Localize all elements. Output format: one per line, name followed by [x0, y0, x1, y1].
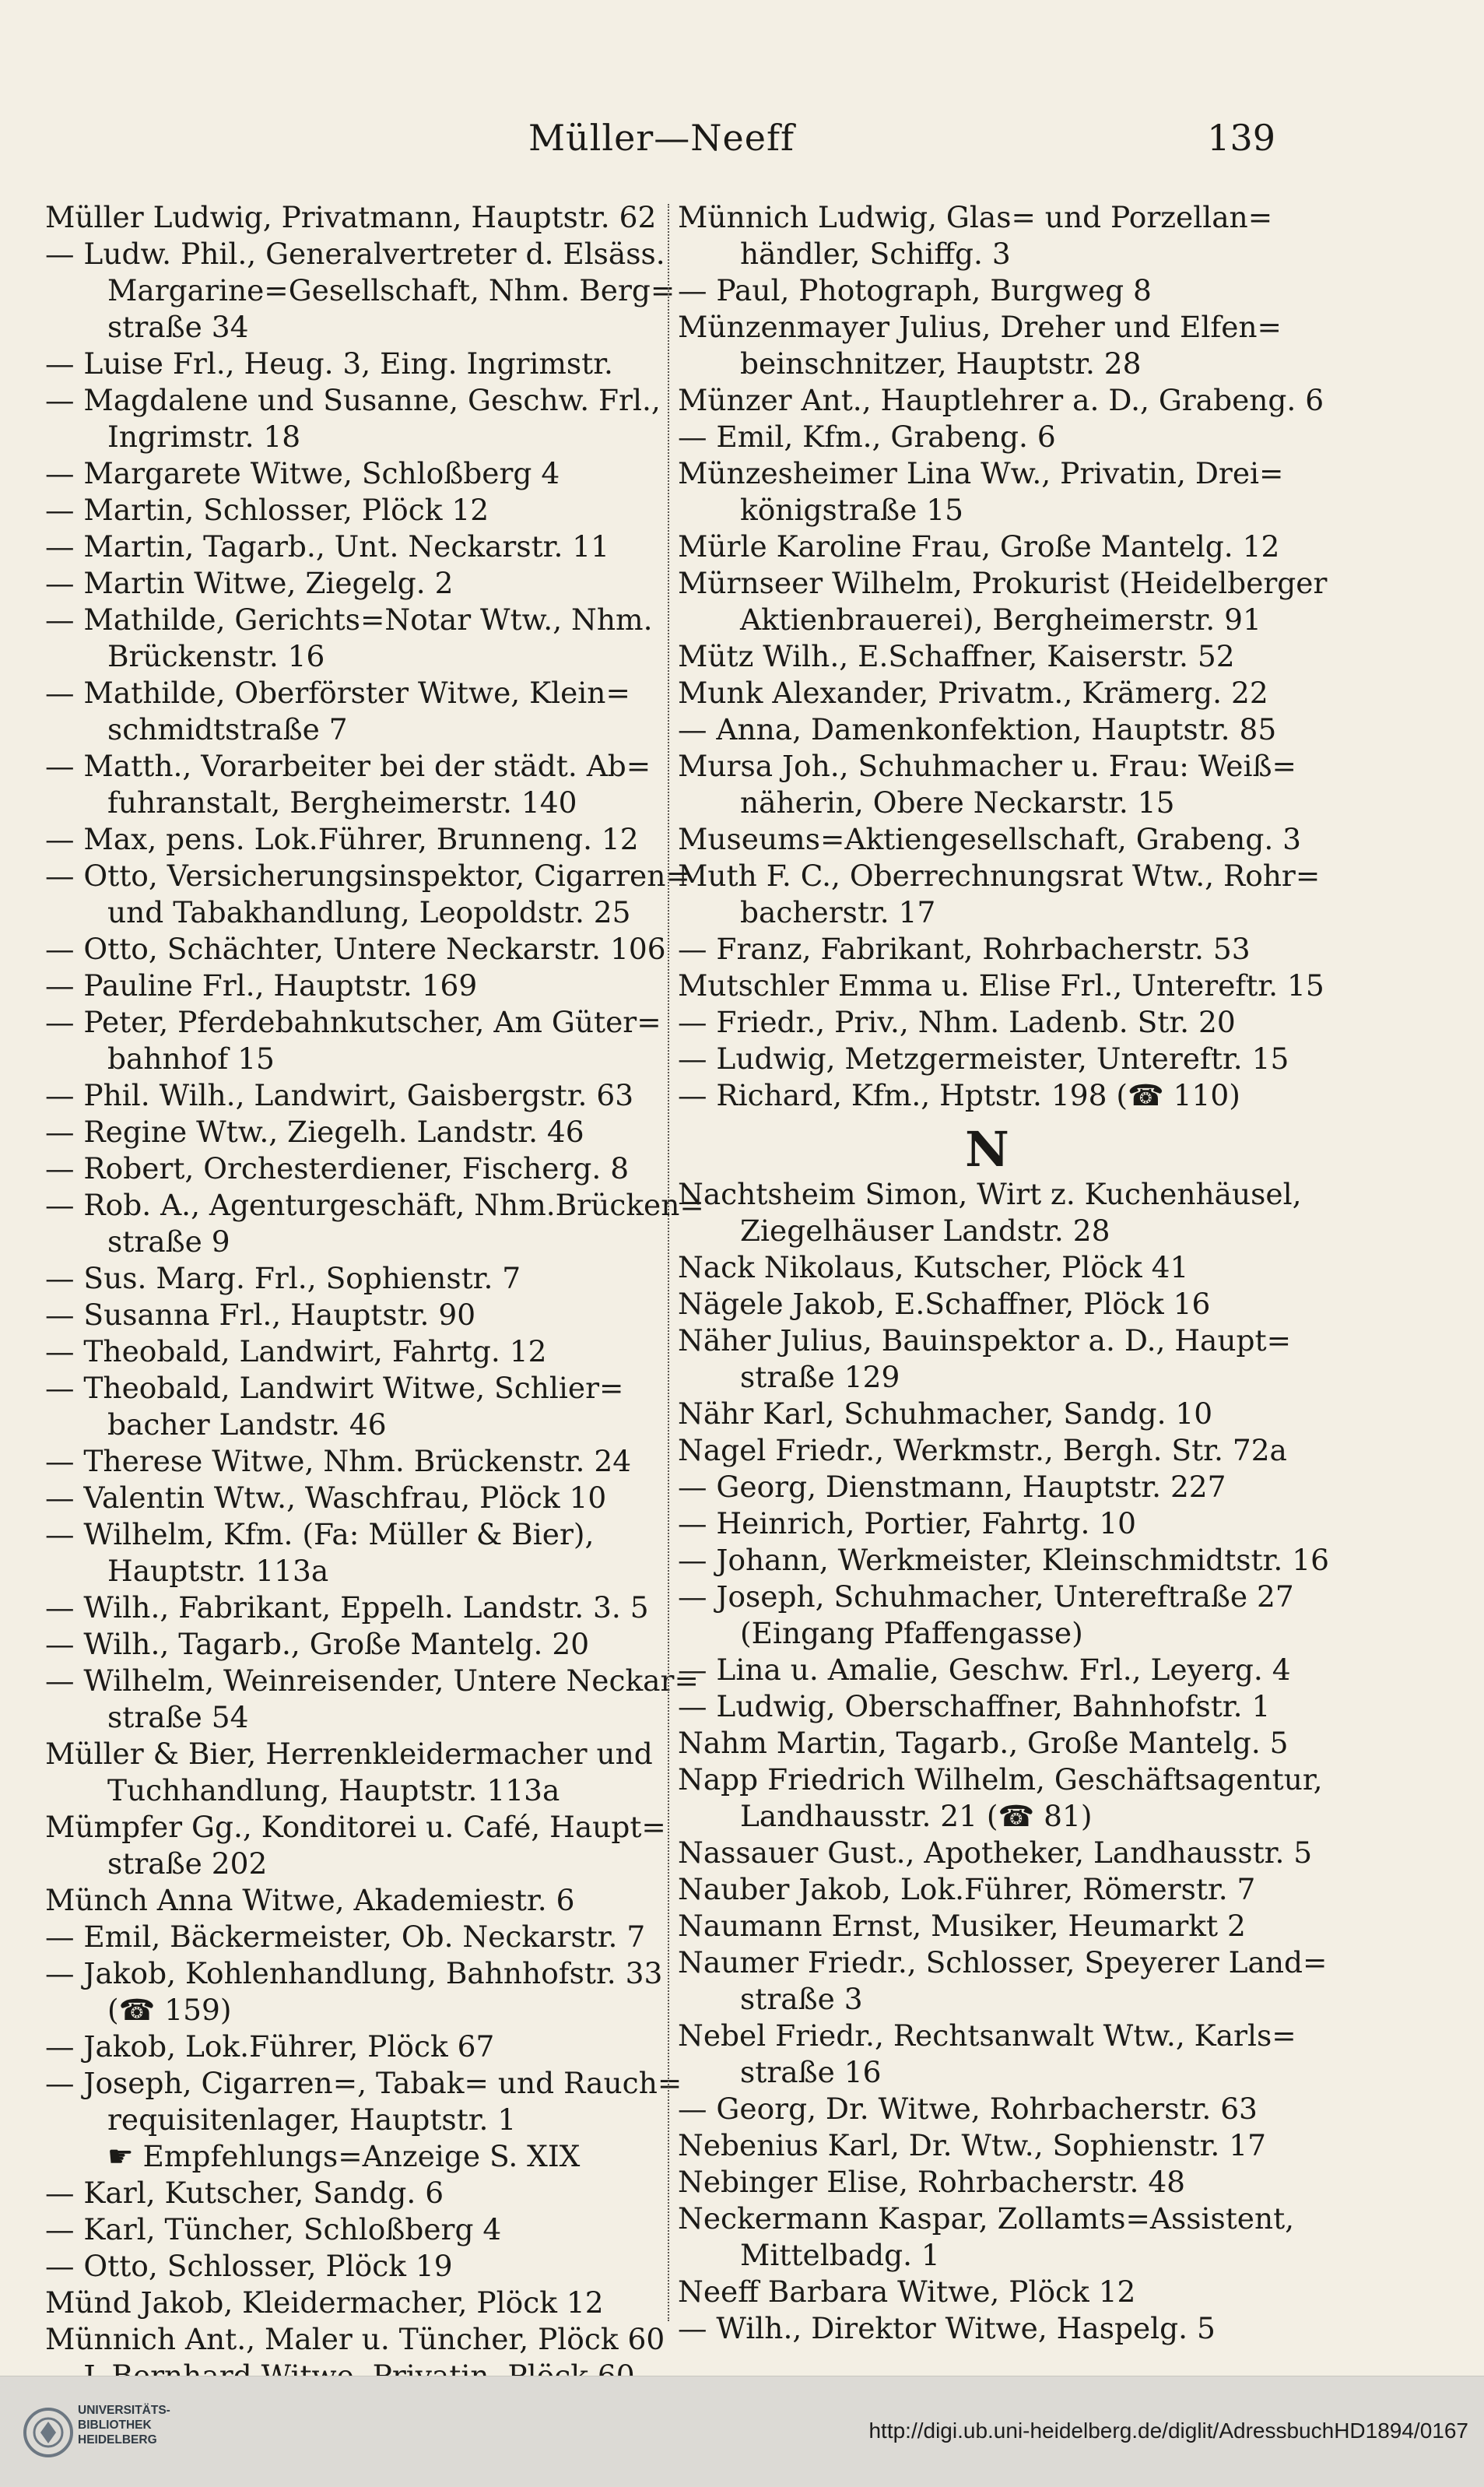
directory-entry-line: Margarine=Gesellschaft, Nhm. Berg= [107, 273, 675, 307]
directory-entry-line: — Max, pens. Lok.Führer, Brunneng. 12 [45, 822, 639, 856]
directory-entry-line: Nägele Jakob, E.Schaffner, Plöck 16 [678, 1287, 1211, 1321]
directory-entry-line: Napp Friedrich Wilhelm, Geschäftsagentur, [678, 1762, 1323, 1797]
directory-entry-line: — Martin, Tagarb., Unt. Neckarstr. 11 [45, 529, 610, 564]
logo-line: BIBLIOTHEK [78, 2419, 152, 2432]
directory-entry-line: Mursa Joh., Schuhmacher u. Frau: Weiß= [678, 749, 1296, 783]
directory-entry-line: Nassauer Gust., Apotheker, Landhausstr. 5 [678, 1835, 1313, 1870]
directory-entry-line: Ziegelhäuser Landstr. 28 [740, 1214, 1110, 1248]
directory-entry-line: — Mathilde, Gerichts=Notar Wtw., Nhm. [45, 602, 653, 637]
directory-entry-line: — Lina u. Amalie, Geschw. Frl., Leyerg. 4 [678, 1653, 1291, 1687]
directory-entry-line: bacherstr. 17 [740, 895, 936, 929]
directory-entry-line: — Martin Witwe, Ziegelg. 2 [45, 566, 454, 600]
directory-entry-line: straße 202 [107, 1846, 268, 1881]
directory-entry-line: Nebel Friedr., Rechtsanwalt Wtw., Karls= [678, 2018, 1296, 2053]
directory-entry-line: Ingrimstr. 18 [107, 420, 301, 454]
section-letter: N [965, 1121, 1009, 1178]
directory-entry-line: — Karl, Kutscher, Sandg. 6 [45, 2176, 444, 2210]
directory-entry-line: — Heinrich, Portier, Fahrtg. 10 [678, 1506, 1137, 1540]
logo-line: HEIDELBERG [78, 2433, 157, 2447]
directory-entry-line: — Wilhelm, Kfm. (Fa: Müller & Bier), [45, 1517, 595, 1551]
directory-entry-line: — Rob. A., Agenturgeschäft, Nhm.Brücken= [45, 1188, 704, 1222]
directory-entry-line: — Wilh., Fabrikant, Eppelh. Landstr. 3. 5 [45, 1590, 649, 1625]
directory-entry-line: — Wilhelm, Weinreisender, Untere Neckar= [45, 1663, 699, 1698]
directory-entry-line: — Joseph, Cigarren=, Tabak= und Rauch= [45, 2066, 682, 2100]
directory-entry-line: — Friedr., Priv., Nhm. Ladenb. Str. 20 [678, 1005, 1236, 1039]
directory-entry-line: — Wilh., Direktor Witwe, Haspelg. 5 [678, 2311, 1216, 2345]
directory-entry-line: händler, Schiffg. 3 [740, 237, 1011, 271]
directory-entry-line: — Robert, Orchesterdiener, Fischerg. 8 [45, 1151, 630, 1186]
directory-entry-line: Nebinger Elise, Rohrbacherstr. 48 [678, 2165, 1186, 2199]
directory-entry-line: — Mathilde, Oberförster Witwe, Klein= [45, 676, 630, 710]
directory-entry-line: Neeff Barbara Witwe, Plöck 12 [678, 2274, 1136, 2309]
directory-entry-line: requisitenlager, Hauptstr. 1 [107, 2102, 517, 2137]
directory-entry-line: — Martin, Schlosser, Plöck 12 [45, 493, 489, 527]
directory-entry-line: Munk Alexander, Privatm., Krämerg. 22 [678, 676, 1268, 710]
directory-entry-line: Tuchhandlung, Hauptstr. 113a [107, 1773, 560, 1807]
directory-entry-line: Mittelbadg. 1 [740, 2238, 940, 2272]
directory-entry-line: — Emil, Kfm., Grabeng. 6 [678, 420, 1056, 454]
directory-entry-line: — Valentin Wtw., Waschfrau, Plöck 10 [45, 1481, 607, 1515]
directory-entry-line: — Karl, Tüncher, Schloßberg 4 [45, 2212, 502, 2246]
directory-entry-line: fuhranstalt, Bergheimerstr. 140 [107, 785, 577, 820]
directory-entry-line: bacher Landstr. 46 [107, 1407, 387, 1442]
directory-entry-line: Landhausstr. 21 (☎ 81) [740, 1799, 1093, 1833]
directory-entry-line: — Therese Witwe, Nhm. Brückenstr. 24 [45, 1444, 632, 1478]
directory-entry-line: Münzesheimer Lina Ww., Privatin, Drei= [678, 456, 1284, 490]
page-number: 139 [1207, 117, 1275, 159]
directory-entry-line: schmidtstraße 7 [107, 712, 348, 746]
directory-entry-line: Neckermann Kaspar, Zollamts=Assistent, [678, 2201, 1295, 2236]
directory-entry-line: Müller Ludwig, Privatmann, Hauptstr. 62 [45, 200, 657, 234]
directory-entry-line: königstraße 15 [740, 493, 963, 527]
directory-entry-line: Münnich Ludwig, Glas= und Porzellan= [678, 200, 1273, 234]
directory-entry-line: Museums=Aktiengesellschaft, Grabeng. 3 [678, 822, 1302, 856]
directory-entry-line: näherin, Obere Neckarstr. 15 [740, 785, 1175, 820]
directory-entry-line: Näher Julius, Bauinspektor a. D., Haupt= [678, 1323, 1292, 1358]
directory-entry-line: Nauber Jakob, Lok.Führer, Römerstr. 7 [678, 1872, 1256, 1906]
directory-entry-line: Muth F. C., Oberrechnungsrat Wtw., Rohr= [678, 859, 1321, 893]
column-divider [668, 204, 669, 2321]
directory-entry-line: straße 129 [740, 1360, 900, 1394]
directory-entry-line: Nähr Karl, Schuhmacher, Sandg. 10 [678, 1396, 1213, 1431]
directory-entry-line: Mütz Wilh., E.Schaffner, Kaiserstr. 52 [678, 639, 1235, 673]
directory-entry-line: Mutschler Emma u. Elise Frl., Untereftr. 15 [678, 968, 1324, 1003]
page-title: Müller—Neeff [528, 117, 795, 159]
directory-entry-line: — Joseph, Schuhmacher, Untereftraße 27 [678, 1579, 1294, 1614]
directory-entry-line: straße 34 [107, 310, 249, 344]
source-url[interactable]: http://digi.ub.uni-heidelberg.de/diglit/AdressbuchHD1894/0167 [868, 2419, 1468, 2443]
directory-entry-line: — Otto, Schlosser, Plöck 19 [45, 2249, 453, 2283]
directory-entry-line: — Otto, Schächter, Untere Neckarstr. 106 [45, 932, 666, 966]
directory-entry-line: Nachtsheim Simon, Wirt z. Kuchenhäusel, [678, 1177, 1302, 1211]
directory-entry-line: und Tabakhandlung, Leopoldstr. 25 [107, 895, 631, 929]
directory-entry-line: straße 3 [740, 1982, 863, 2016]
footer-bar [0, 2376, 1484, 2487]
logo-line: UNIVERSITÄTS- [78, 2404, 170, 2417]
directory-entry-line: Münnich Ant., Maler u. Tüncher, Plöck 60 [45, 2322, 665, 2356]
directory-entry-line: — Georg, Dienstmann, Hauptstr. 227 [678, 1470, 1226, 1504]
directory-entry-line: — Ludw. Phil., Generalvertreter d. Elsäss. [45, 237, 665, 271]
directory-entry-line: — Anna, Damenkonfektion, Hauptstr. 85 [678, 712, 1277, 746]
directory-entry-line: — Susanna Frl., Hauptstr. 90 [45, 1298, 476, 1332]
directory-entry-line: — Phil. Wilh., Landwirt, Gaisbergstr. 63 [45, 1078, 634, 1112]
directory-entry-line: Naumer Friedr., Schlosser, Speyerer Land= [678, 1945, 1328, 1979]
right-column [678, 199, 1329, 2363]
directory-entry-line: straße 16 [740, 2055, 882, 2089]
directory-entry-line: — Paul, Photograph, Burgweg 8 [678, 273, 1152, 307]
directory-entry-line: Müller & Bier, Herrenkleidermacher und [45, 1737, 653, 1771]
directory-entry-line: — Johann, Werkmeister, Kleinschmidtstr. 16 [678, 1543, 1329, 1577]
directory-entry-line: Münzenmayer Julius, Dreher und Elfen= [678, 310, 1282, 344]
directory-entry-line: — Wilh., Tagarb., Große Mantelg. 20 [45, 1627, 590, 1661]
directory-entry-line: — Theobald, Landwirt, Fahrtg. 12 [45, 1334, 547, 1368]
directory-entry-line: — Ludwig, Oberschaffner, Bahnhofstr. 1 [678, 1689, 1271, 1723]
directory-entry-line: — Emil, Bäckermeister, Ob. Neckarstr. 7 [45, 1920, 646, 1954]
directory-entry-line: (Eingang Pfaffengasse) [740, 1616, 1083, 1650]
directory-entry-line: — Sus. Marg. Frl., Sophienstr. 7 [45, 1261, 521, 1295]
directory-entry-line: — Ludwig, Metzgermeister, Untereftr. 15 [678, 1042, 1289, 1076]
left-column [45, 199, 704, 2363]
directory-entry-line: Nack Nikolaus, Kutscher, Plöck 41 [678, 1250, 1189, 1284]
directory-entry-line: — Jakob, Kohlenhandlung, Bahnhofstr. 33 [45, 1956, 663, 1990]
directory-entry-line: — Regine Wtw., Ziegelh. Landstr. 46 [45, 1115, 584, 1149]
directory-entry-line: — Theobald, Landwirt Witwe, Schlier= [45, 1371, 624, 1405]
directory-entry-line: straße 54 [107, 1700, 249, 1734]
directory-entry-line: Naumann Ernst, Musiker, Heumarkt 2 [678, 1909, 1246, 1943]
directory-entry-line: — Richard, Kfm., Hptstr. 198 (☎ 110) [678, 1078, 1240, 1112]
directory-entry-line: Mürnseer Wilhelm, Prokurist (Heidelberger [678, 566, 1328, 600]
directory-entry-line: ☛ Empfehlungs=Anzeige S. XIX [107, 2139, 581, 2173]
directory-entry-line: (☎ 159) [107, 1993, 232, 2027]
directory-entry-line: — Margarete Witwe, Schloßberg 4 [45, 456, 560, 490]
directory-entry-line: bahnhof 15 [107, 1042, 275, 1076]
directory-entry-line: Aktienbrauerei), Bergheimerstr. 91 [740, 602, 1261, 637]
directory-entry-line: — Luise Frl., Heug. 3, Eing. Ingrimstr. [45, 346, 613, 381]
directory-entry-line: Münch Anna Witwe, Akademiestr. 6 [45, 1883, 575, 1917]
directory-entry-line: straße 9 [107, 1224, 230, 1259]
directory-entry-line: beinschnitzer, Hauptstr. 28 [740, 346, 1142, 381]
directory-entry-line: — Matth., Vorarbeiter bei der städt. Ab= [45, 749, 651, 783]
directory-entry-line: Hauptstr. 113a [107, 1554, 329, 1588]
directory-entry-line: Brückenstr. 16 [107, 639, 325, 673]
directory-entry-line: — Otto, Versicherungsinspektor, Cigarren= [45, 859, 690, 893]
directory-entry-line: — Magdalene und Susanne, Geschw. Frl., [45, 383, 661, 417]
directory-entry-line: — Georg, Dr. Witwe, Rohrbacherstr. 63 [678, 2092, 1258, 2126]
directory-entry-line: Mürle Karoline Frau, Große Mantelg. 12 [678, 529, 1280, 564]
directory-entry-line: Münd Jakob, Kleidermacher, Plöck 12 [45, 2285, 604, 2320]
directory-entry-line: — Peter, Pferdebahnkutscher, Am Güter= [45, 1005, 661, 1039]
directory-entry-line: Nebenius Karl, Dr. Wtw., Sophienstr. 17 [678, 2128, 1266, 2162]
directory-entry-line: — Pauline Frl., Hauptstr. 169 [45, 968, 478, 1003]
directory-entry-line: Nahm Martin, Tagarb., Große Mantelg. 5 [678, 1726, 1289, 1760]
library-logo-text [78, 2403, 170, 2447]
directory-entry-line: Mümpfer Gg., Konditorei u. Café, Haupt= [45, 1810, 666, 1844]
directory-entry-line: — Jakob, Lok.Führer, Plöck 67 [45, 2029, 495, 2064]
directory-entry-line: — Franz, Fabrikant, Rohrbacherstr. 53 [678, 932, 1251, 966]
directory-entry-line: Münzer Ant., Hauptlehrer a. D., Grabeng. 6 [678, 383, 1324, 417]
directory-entry-line: Nagel Friedr., Werkmstr., Bergh. Str. 72a [678, 1433, 1287, 1467]
